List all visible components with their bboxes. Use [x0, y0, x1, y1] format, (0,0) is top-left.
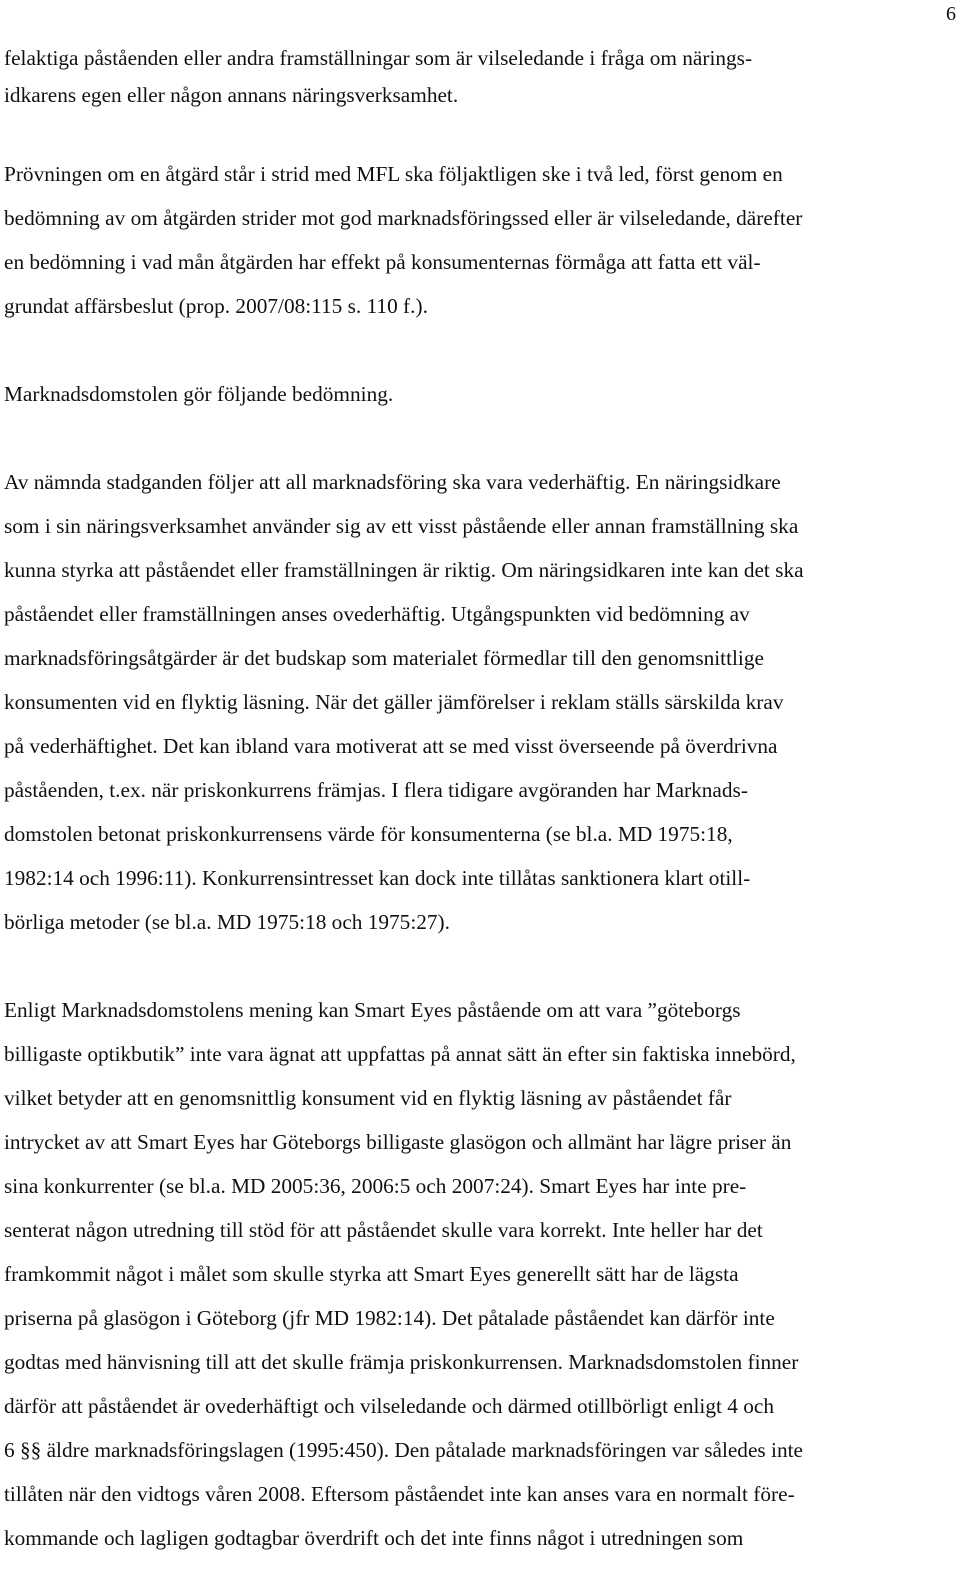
text-line: vilket betyder att en genomsnittlig konsument vid en flyktig läsning av påståendet får: [4, 1086, 732, 1110]
text-line: 1982:14 och 1996:11). Konkurrensintresset kan dock inte tillåtas sanktionera klart otill-: [4, 866, 751, 890]
document-body: [4, 40, 958, 1560]
text-line: marknadsföringsåtgärder är det budskap som materialet förmedlar till den genomsnittlige: [4, 646, 764, 670]
paragraph: [4, 988, 958, 1560]
text-line: påståendet eller framställningen anses ovederhäftig. Utgångspunkten vid bedömning av: [4, 602, 750, 626]
text-line: Marknadsdomstolen gör följande bedömning.: [4, 382, 394, 406]
text-line: kommande och lagligen godtagbar överdrift och det inte finns något i utredningen som: [4, 1526, 744, 1550]
text-line: kunna styrka att påståendet eller framställningen är riktig. Om näringsidkaren inte kan det ska: [4, 558, 804, 582]
text-line: tillåten när den vidtogs våren 2008. Eftersom påståendet inte kan anses vara en normalt före-: [4, 1482, 795, 1506]
paragraph: [4, 460, 958, 944]
text-line: bedömning av om åtgärden strider mot god marknadsföringssed eller är vilseledande, därefter: [4, 206, 803, 230]
text-line: Prövningen om en åtgärd står i strid med MFL ska följaktligen ske i två led, först genom en: [4, 162, 783, 186]
text-line: börliga metoder (se bl.a. MD 1975:18 och 1975:27).: [4, 910, 450, 934]
text-line: 6 §§ äldre marknadsföringslagen (1995:450). Den påtalade marknadsföringen var således inte: [4, 1438, 803, 1462]
page-number: 6: [946, 3, 956, 25]
text-line: felaktiga påståenden eller andra framställningar som är vilseledande i fråga om närings-: [4, 46, 753, 70]
text-line: priserna på glasögon i Göteborg (jfr MD 1982:14). Det påtalade påståendet kan därför inte: [4, 1306, 775, 1330]
paragraph: [4, 372, 958, 416]
text-line: framkommit något i målet som skulle styrka att Smart Eyes generellt sätt har de lägsta: [4, 1262, 739, 1286]
text-line: en bedömning i vad mån åtgärden har effekt på konsumenternas förmåga att fatta ett väl-: [4, 250, 761, 274]
text-line: Av nämnda stadganden följer att all marknadsföring ska vara vederhäftig. En näringsidkare: [4, 470, 781, 494]
text-line: påståenden, t.ex. när priskonkurrens främjas. I flera tidigare avgöranden har Marknads-: [4, 778, 748, 802]
text-line: därför att påståendet är ovederhäftigt och vilseledande och därmed otillbörligt enligt 4 och: [4, 1394, 774, 1418]
text-line: sina konkurrenter (se bl.a. MD 2005:36, 2006:5 och 2007:24). Smart Eyes har inte pre-: [4, 1174, 747, 1198]
text-line: grundat affärsbeslut (prop. 2007/08:115 s. 110 f.).: [4, 294, 428, 318]
text-line: domstolen betonat priskonkurrensens värde för konsumenterna (se bl.a. MD 1975:18,: [4, 822, 733, 846]
text-line: på vederhäftighet. Det kan ibland vara motiverat att se med visst överseende på överdrivna: [4, 734, 778, 758]
paragraph: [4, 152, 958, 328]
text-line: intrycket av att Smart Eyes har Göteborgs billigaste glasögon och allmänt har lägre priser än: [4, 1130, 792, 1154]
paragraph: [4, 40, 958, 114]
text-line: som i sin näringsverksamhet använder sig av ett visst påstående eller annan framställning ska: [4, 514, 799, 538]
text-line: senterat någon utredning till stöd för att påståendet skulle vara korrekt. Inte heller har det: [4, 1218, 763, 1242]
text-line: billigaste optikbutik” inte vara ägnat att uppfattas på annat sätt än efter sin faktiska innebörd,: [4, 1042, 796, 1066]
text-line: Enligt Marknadsdomstolens mening kan Smart Eyes påstående om att vara ”göteborgs: [4, 998, 741, 1022]
text-line: idkarens egen eller någon annans näringsverksamhet.: [4, 83, 459, 107]
text-line: konsumenten vid en flyktig läsning. När det gäller jämförelser i reklam ställs särskilda krav: [4, 690, 784, 714]
text-line: godtas med hänvisning till att det skulle främja priskonkurrensen. Marknadsdomstolen finner: [4, 1350, 799, 1374]
